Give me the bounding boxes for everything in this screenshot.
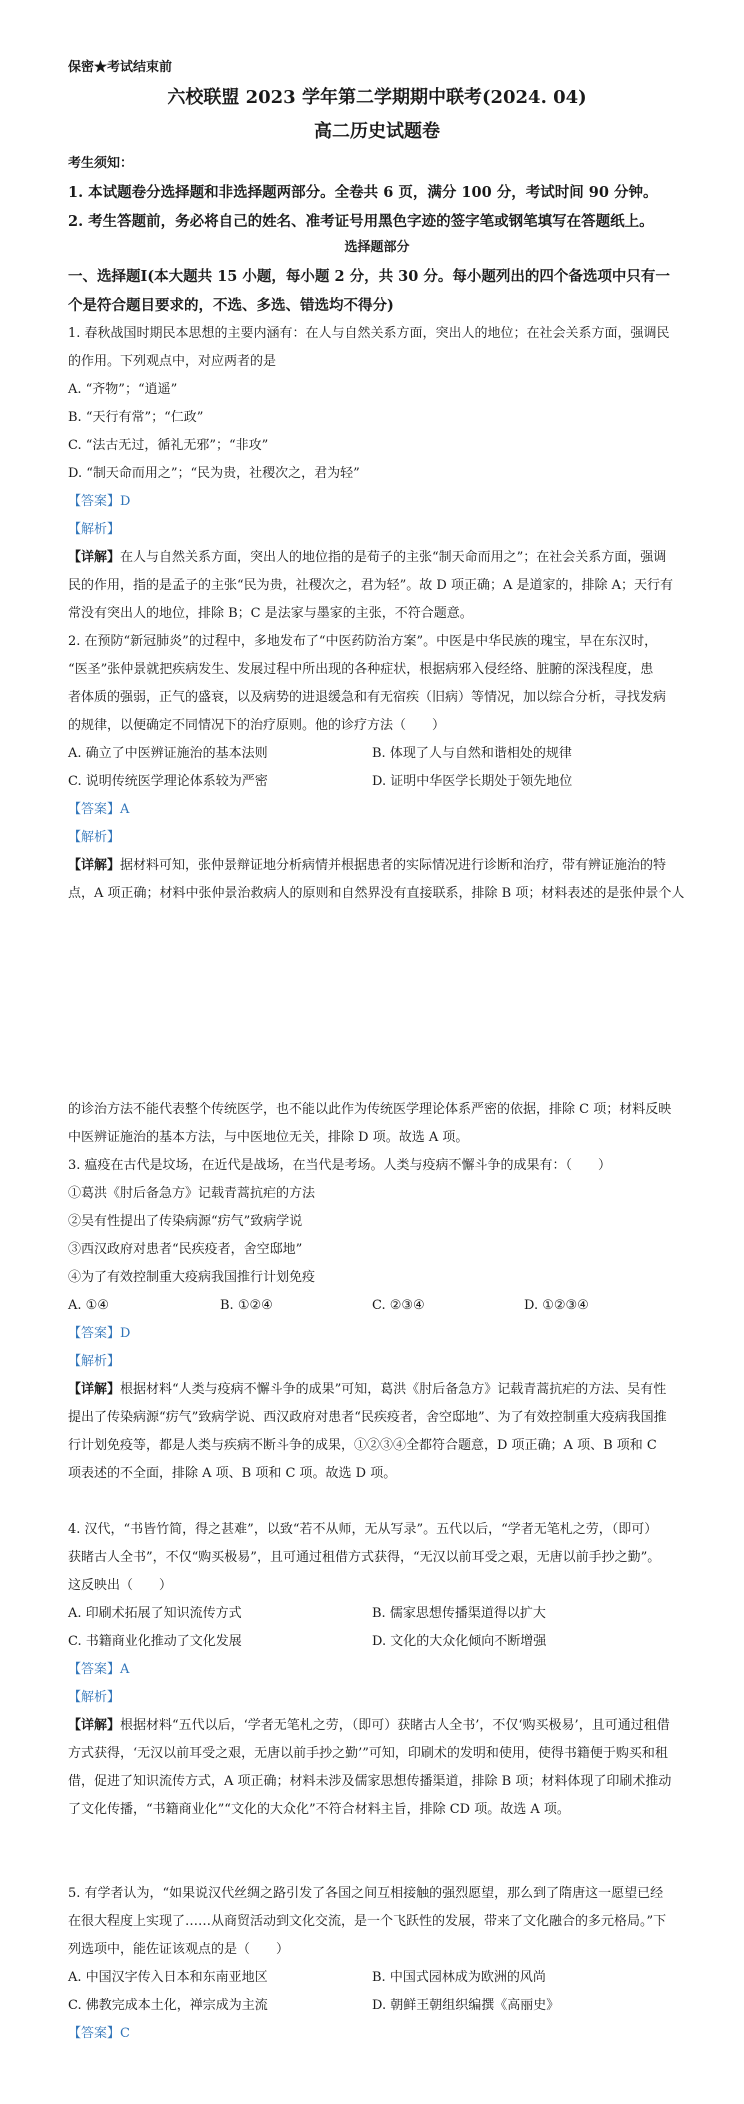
q1-option-d: D. “制天命而用之”；“民为贵，社稷次之，君为轻” [68, 466, 360, 481]
notice-line-1: 1. 本试题卷分选择题和非选择题两部分。全卷共 6 页，满分 100 分，考试时间 90 分钟。 [68, 184, 658, 201]
q5-options-row [68, 1964, 686, 1992]
q1-detail-line: 民的作用，指的是孟子的主张“民为贵，社稷次之，君为轻”。故 D 项正确；A 是道家的，排除 A；天行有 [68, 578, 674, 593]
q3-item: ③西汉政府对患者“民疾疫者，舍空邸地” [68, 1242, 303, 1257]
q4-detail-line: 借，促进了知识流传方式，A 项正确；材料未涉及儒家思想传播渠道，排除 B 项；材料体现了印刷术推动 [68, 1774, 672, 1789]
q4-option-d: D. 文化的大众化倾向不断增强 [372, 1634, 547, 1649]
answer-label: 【答案】 [68, 802, 121, 817]
q5-stem-line: 在很大程度上实现了……从商贸活动到文化交流，是一个飞跃性的发展，带来了文化融合的多元格局。”下 [68, 1914, 667, 1929]
q1-detail-line: 常没有突出人的地位，排除 B；C 是法家与墨家的主张，不符合题意。 [68, 606, 473, 621]
q3-options-row [68, 1292, 686, 1320]
answer-label: 【答案】 [68, 1662, 121, 1677]
notice-heading: 考生须知： [68, 156, 134, 171]
q2-stem-line: 的规律，以便确定不同情况下的治疗原则。他的诊疗方法（ ） [68, 718, 446, 733]
q3-answer [68, 1320, 686, 1348]
detail-label: 【详解】 [68, 1382, 121, 1397]
q5-option-a: A. 中国汉字传入日本和东南亚地区 [68, 1970, 268, 1985]
q1-stem-line: 的作用。下列观点中，对应两者的是 [68, 354, 277, 369]
detail-label: 【详解】 [68, 858, 121, 873]
q2-option-c: C. 说明传统医学理论体系较为严密 [68, 774, 268, 789]
section-heading: 选择题部分 [344, 240, 410, 255]
answer-label: 【答案】 [68, 1326, 121, 1341]
q3-item: ①葛洪《肘后备急方》记载青蒿抗疟的方法 [68, 1186, 316, 1201]
q4-detail-line: 了文化传播，“书籍商业化”“文化的大众化”不符合材料主旨，排除 CD 项。故选 A 项。 [68, 1802, 570, 1817]
q2-detail-line: 据材料可知，张仲景辩证地分析病情并根据患者的实际情况进行诊断和治疗，带有辨证施治的特 [120, 858, 667, 873]
exam-subtitle: 高二历史试题卷 [314, 121, 440, 142]
section-intro-1: 一、选择题Ⅰ(本大题共 15 小题，每小题 2 分，共 30 分。每小题列出的四个备选项中只有一 [68, 268, 670, 285]
q1-option-c: C. “法古无过，循礼无邪”；“非攻” [68, 438, 269, 453]
q4-detail-line: 方式获得，‘无汉以前耳受之艰，无唐以前手抄之勤’”可知，印刷术的发明和使用，使得书籍便于购买和租 [68, 1746, 668, 1761]
q3-detail [68, 1376, 686, 1404]
q4-option-b: B. 儒家思想传播渠道得以扩大 [372, 1606, 546, 1621]
q1-stem [68, 320, 686, 628]
detail-label: 【详解】 [68, 1718, 121, 1733]
q3-item: ②吴有性提出了传染病源“疠气”致病学说 [68, 1214, 303, 1229]
q1-detail-line: 在人与自然关系方面，突出人的地位指的是荀子的主张“制天命而用之”；在社会关系方面，强调 [120, 550, 667, 565]
q1-answer [68, 488, 686, 516]
q2-detail-line: 点，A 项正确；材料中张仲景治救病人的原则和自然界没有直接联系，排除 B 项；材料表述的是张仲景个人 [68, 886, 685, 901]
analysis-label: 【解析】 [68, 830, 121, 845]
q4-option-c: C. 书籍商业化推动了文化发展 [68, 1634, 242, 1649]
q4-detail [68, 1712, 686, 1740]
q3-detail-line: 根据材料“人类与疫病不懈斗争的成果”可知，葛洪《肘后备急方》记载青蒿抗疟的方法、吴有性 [120, 1382, 667, 1397]
exam-title: 六校联盟 2023 学年第二学期期中联考(2024. 04) [167, 87, 587, 108]
answer-label: 【答案】 [68, 2026, 121, 2041]
q5-option-b: B. 中国式园林成为欧洲的风尚 [372, 1970, 546, 1985]
q5-option-c: C. 佛教完成本土化，禅宗成为主流 [68, 1998, 268, 2013]
answer-value: A [120, 802, 130, 817]
q3-detail-line: 提出了传染病源“疠气”致病学说、西汉政府对患者“民疾疫者，舍空邸地”、为了有效控制重大疫病我国推 [68, 1410, 667, 1425]
q3-detail-line: 行计划免疫等，都是人类与疾病不断斗争的成果，①②③④全都符合题意，D 项正确；A 项、B 项和 C [68, 1438, 657, 1453]
q2-options-row [68, 740, 686, 768]
q1-stem-line: 1. 春秋战国时期民本思想的主要内涵有：在人与自然关系方面，突出人的地位；在社会关系方面，强调民 [68, 326, 670, 341]
detail-label: 【详解】 [68, 550, 121, 565]
q1-option-a: A. “齐物”；“逍遥” [68, 382, 178, 397]
q3-option-b: B. ①②④ [220, 1298, 273, 1313]
analysis-label: 【解析】 [68, 1690, 121, 1705]
q5-stem [68, 1880, 686, 2048]
q5-stem-line: 列选项中，能佐证该观点的是（ ） [68, 1942, 290, 1957]
notice-line-2: 2. 考生答题前，务必将自己的姓名、准考证号用黑色字迹的签字笔或钢笔填写在答题纸上。 [68, 213, 654, 230]
q4-stem-line: 获睹古人全书”，不仅“购买极易”，且可通过租借方式获得，“无汉以前耳受之艰，无唐以前手抄之勤”。 [68, 1550, 661, 1565]
q3-stem-line: 3. 瘟疫在古代是坟场，在近代是战场，在当代是考场。人类与疫病不懈斗争的成果有：（ ） [68, 1158, 612, 1173]
q5-option-d: D. 朝鲜王朝组织编撰《高丽史》 [372, 1998, 560, 2013]
q2-stem-line: 者体质的强弱，正气的盛衰，以及病势的进退缓急和有无宿疾（旧病）等情况，加以综合分析，寻找发病 [68, 690, 667, 705]
q2-stem-line: 2. 在预防“新冠肺炎”的过程中，多地发布了“中医药防治方案”。中医是中华民族的瑰宝，早在东汉时， [68, 634, 658, 649]
q2-detail [68, 852, 686, 880]
q2-detail-line: 中医辨证施治的基本方法，与中医地位无关，排除 D 项。故选 A 项。 [68, 1130, 469, 1145]
q3-stem [68, 1152, 686, 1488]
secret-label: 保密★考试结束前 [68, 60, 173, 75]
q3-detail-line: 项表述的不全面，排除 A 项、B 项和 C 项。故选 D 项。 [68, 1466, 397, 1481]
q2-stem-line: “医圣”张仲景就把疾病发生、发展过程中所出现的各种症状，根据病邪入侵经络、脏腑的深浅程度，患 [68, 662, 654, 677]
q2-detail-line: 的诊治方法不能代表整个传统医学，也不能以此作为传统医学理论体系严密的依据，排除 C 项；材料反映 [68, 1102, 672, 1117]
q5-options-row [68, 1992, 686, 2020]
q2-option-d: D. 证明中华医学长期处于领先地位 [372, 774, 573, 789]
analysis-label: 【解析】 [68, 522, 121, 537]
answer-value: C [120, 2026, 130, 2041]
q4-stem-line: 这反映出（ ） [68, 1578, 173, 1593]
q3-option-d: D. ①②③④ [524, 1298, 589, 1313]
answer-value: D [120, 1326, 131, 1341]
q4-stem-line: 4. 汉代，“书皆竹简，得之甚难”，以致“若不从师，无从写录”。五代以后，“学者无笔札之劳，（即可） [68, 1522, 658, 1537]
answer-label: 【答案】 [68, 494, 121, 509]
q4-detail-line: 根据材料“五代以后，‘学者无笔札之劳，（即可）获睹古人全书’，不仅‘购买极易’，且可通过租借 [120, 1718, 670, 1733]
q1-option-b: B. “天行有常”；“仁政” [68, 410, 204, 425]
q3-item: ④为了有效控制重大疫病我国推行计划免疫 [68, 1270, 316, 1285]
q3-option-c: C. ②③④ [372, 1298, 425, 1313]
q5-answer [68, 2020, 686, 2048]
q1-detail [68, 544, 686, 572]
q2-option-b: B. 体现了人与自然和谐相处的规律 [372, 746, 572, 761]
q4-options-row [68, 1600, 686, 1628]
q5-stem-line: 5. 有学者认为，“如果说汉代丝绸之路引发了各国之间互相接触的强烈愿望，那么到了隋唐这一愿望已经 [68, 1886, 664, 1901]
q4-option-a: A. 印刷术拓展了知识流传方式 [68, 1606, 242, 1621]
q3-option-a: A. ①④ [68, 1298, 109, 1313]
q2-stem [68, 628, 686, 908]
q2-detail-continued [68, 1096, 686, 1152]
q2-option-a: A. 确立了中医辨证施治的基本法则 [68, 746, 268, 761]
q4-answer [68, 1656, 686, 1684]
answer-value: D [120, 494, 131, 509]
section-intro-2: 个是符合题目要求的，不选、多选、错选均不得分) [68, 297, 394, 314]
q4-options-row [68, 1628, 686, 1656]
analysis-label: 【解析】 [68, 1354, 121, 1369]
q2-answer [68, 796, 686, 824]
q4-stem [68, 1516, 686, 1824]
answer-value: A [120, 1662, 130, 1677]
q2-options-row [68, 768, 686, 796]
